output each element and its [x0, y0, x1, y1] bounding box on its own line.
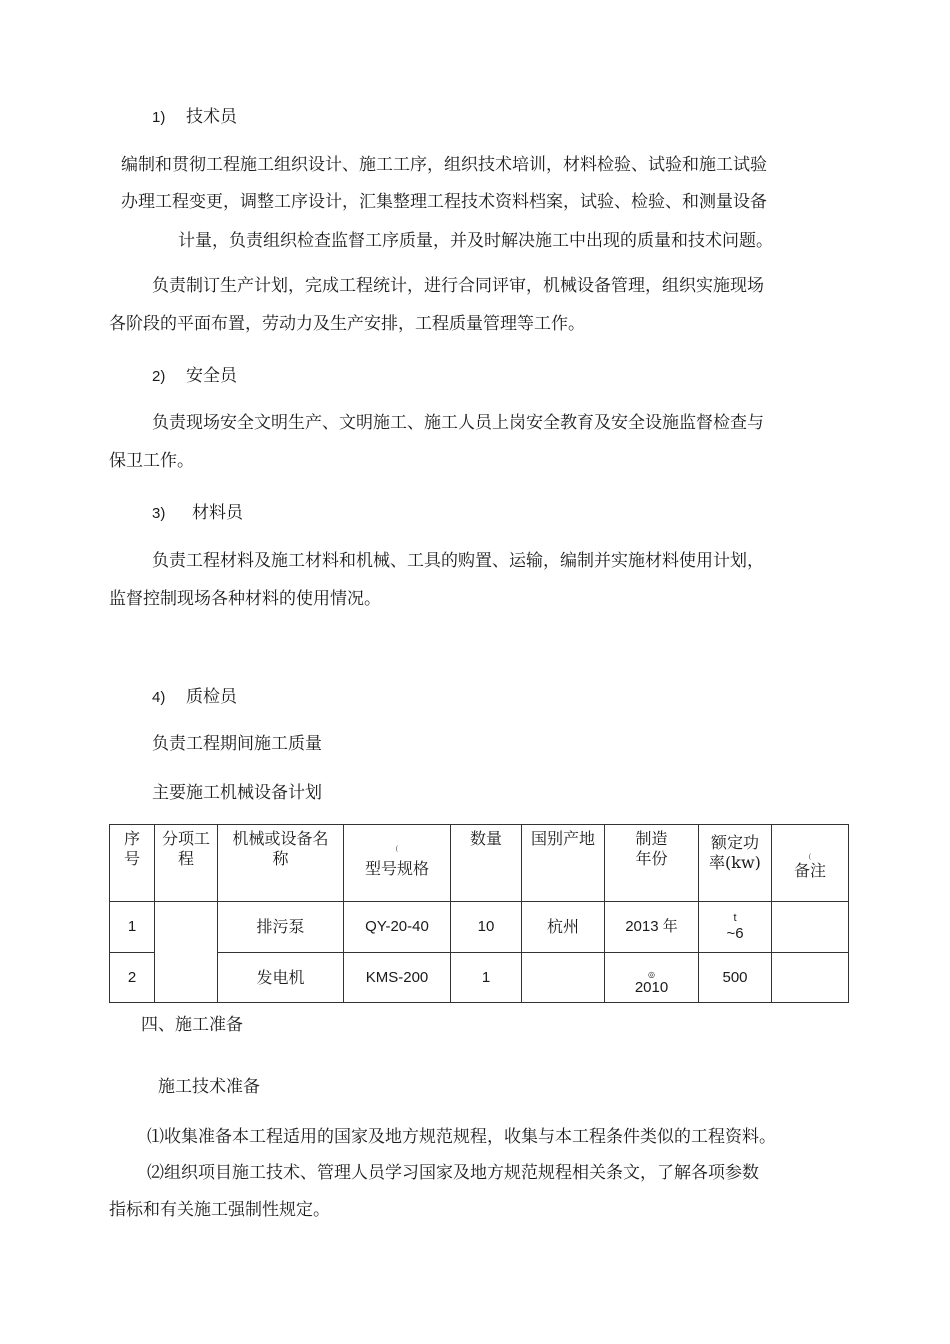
- cell-name: 排污泵: [218, 902, 344, 953]
- section-number: 2): [152, 368, 166, 385]
- header-quantity: 数量: [451, 825, 522, 902]
- paragraph-line: 负责工程材料及施工材料和机械、工具的购置、运输，编制并实施材料使用计划，: [152, 551, 764, 571]
- cell-model: QY-20-40: [344, 902, 451, 953]
- cell-origin: [522, 953, 605, 1003]
- paragraph-line: 负责工程期间施工质量: [152, 734, 322, 754]
- cell-subitem: [155, 902, 218, 1003]
- paragraph-line: 办理工程变更，调整工序设计，汇集整理工程技术资料档案，试验、检验、和测量设备: [121, 192, 767, 212]
- equipment-table: [109, 824, 849, 1003]
- cell-model: KMS-200: [344, 953, 451, 1003]
- table-row: [110, 902, 849, 953]
- header-year: 制造 年份: [605, 825, 699, 902]
- section-heading: 安全员: [186, 366, 237, 386]
- paragraph-line: 保卫工作。: [109, 451, 194, 471]
- cell-remark: [772, 902, 849, 953]
- cell-seq: 2: [110, 953, 155, 1003]
- cell-seq: 1: [110, 902, 155, 953]
- header-equipment-name: 机械或设备名 称: [218, 825, 344, 902]
- header-power: 额定功 率(kw): [699, 825, 772, 902]
- cell-remark: [772, 953, 849, 1003]
- section-number: 3): [152, 505, 166, 522]
- section-heading: 技术员: [186, 107, 237, 127]
- scan-artifact: ◎: [648, 969, 655, 979]
- paragraph-line: 负责制订生产计划，完成工程统计，进行合同评审，机械设备管理，组织实施现场: [152, 276, 764, 296]
- cell-power: t ~6: [699, 902, 772, 953]
- cell-origin: 杭州: [522, 902, 605, 953]
- header-seq: 序 号: [110, 825, 155, 902]
- cell-year: 2013 年: [605, 902, 699, 953]
- section-number: 1): [152, 109, 166, 126]
- subsection-heading: 施工技术准备: [158, 1077, 260, 1097]
- scan-artifact: (: [395, 845, 399, 853]
- paragraph-line: 计量，负责组织检查监督工序质量，并及时解决施工中出现的质量和技术问题。: [178, 231, 773, 251]
- scan-artifact: (: [808, 853, 812, 861]
- section-heading: 质检员: [186, 687, 237, 707]
- cell-quantity: 1: [451, 953, 522, 1003]
- paragraph-line: 监督控制现场各种材料的使用情况。: [109, 589, 381, 609]
- paragraph-line: 编制和贯彻工程施工组织设计、施工工序，组织技术培训，材料检验、试验和施工试验: [121, 155, 767, 175]
- paragraph-line: 各阶段的平面布置，劳动力及生产安排，工程质量管理等工作。: [109, 314, 585, 334]
- table-row: [110, 953, 849, 1003]
- header-subitem: 分项工 程: [155, 825, 218, 902]
- cell-quantity: 10: [451, 902, 522, 953]
- header-remark: ( 备注: [772, 825, 849, 902]
- section-number: 4): [152, 689, 166, 706]
- section-heading: 材料员: [192, 503, 243, 523]
- cell-name: 发电机: [218, 953, 344, 1003]
- scan-artifact: t: [733, 912, 737, 924]
- table-header-row: [110, 825, 849, 902]
- cell-power: 500: [699, 953, 772, 1003]
- cell-year: ◎ 2010: [605, 953, 699, 1003]
- header-model: ( 型号规格: [344, 825, 451, 902]
- list-item: ⑴收集准备本工程适用的国家及地方规范规程，收集与本工程条件类似的工程资料。: [147, 1127, 776, 1147]
- table-title: 主要施工机械设备计划: [152, 783, 322, 803]
- paragraph-line: 负责现场安全文明生产、文明施工、施工人员上岗安全教育及安全设施监督检查与: [152, 413, 764, 433]
- list-item: ⑵组织项目施工技术、管理人员学习国家及地方规范规程相关条文，了解各项参数: [147, 1163, 759, 1183]
- header-origin: 国别产地: [522, 825, 605, 902]
- chapter-heading: 四、施工准备: [141, 1015, 243, 1035]
- list-item-continuation: 指标和有关施工强制性规定。: [109, 1200, 330, 1220]
